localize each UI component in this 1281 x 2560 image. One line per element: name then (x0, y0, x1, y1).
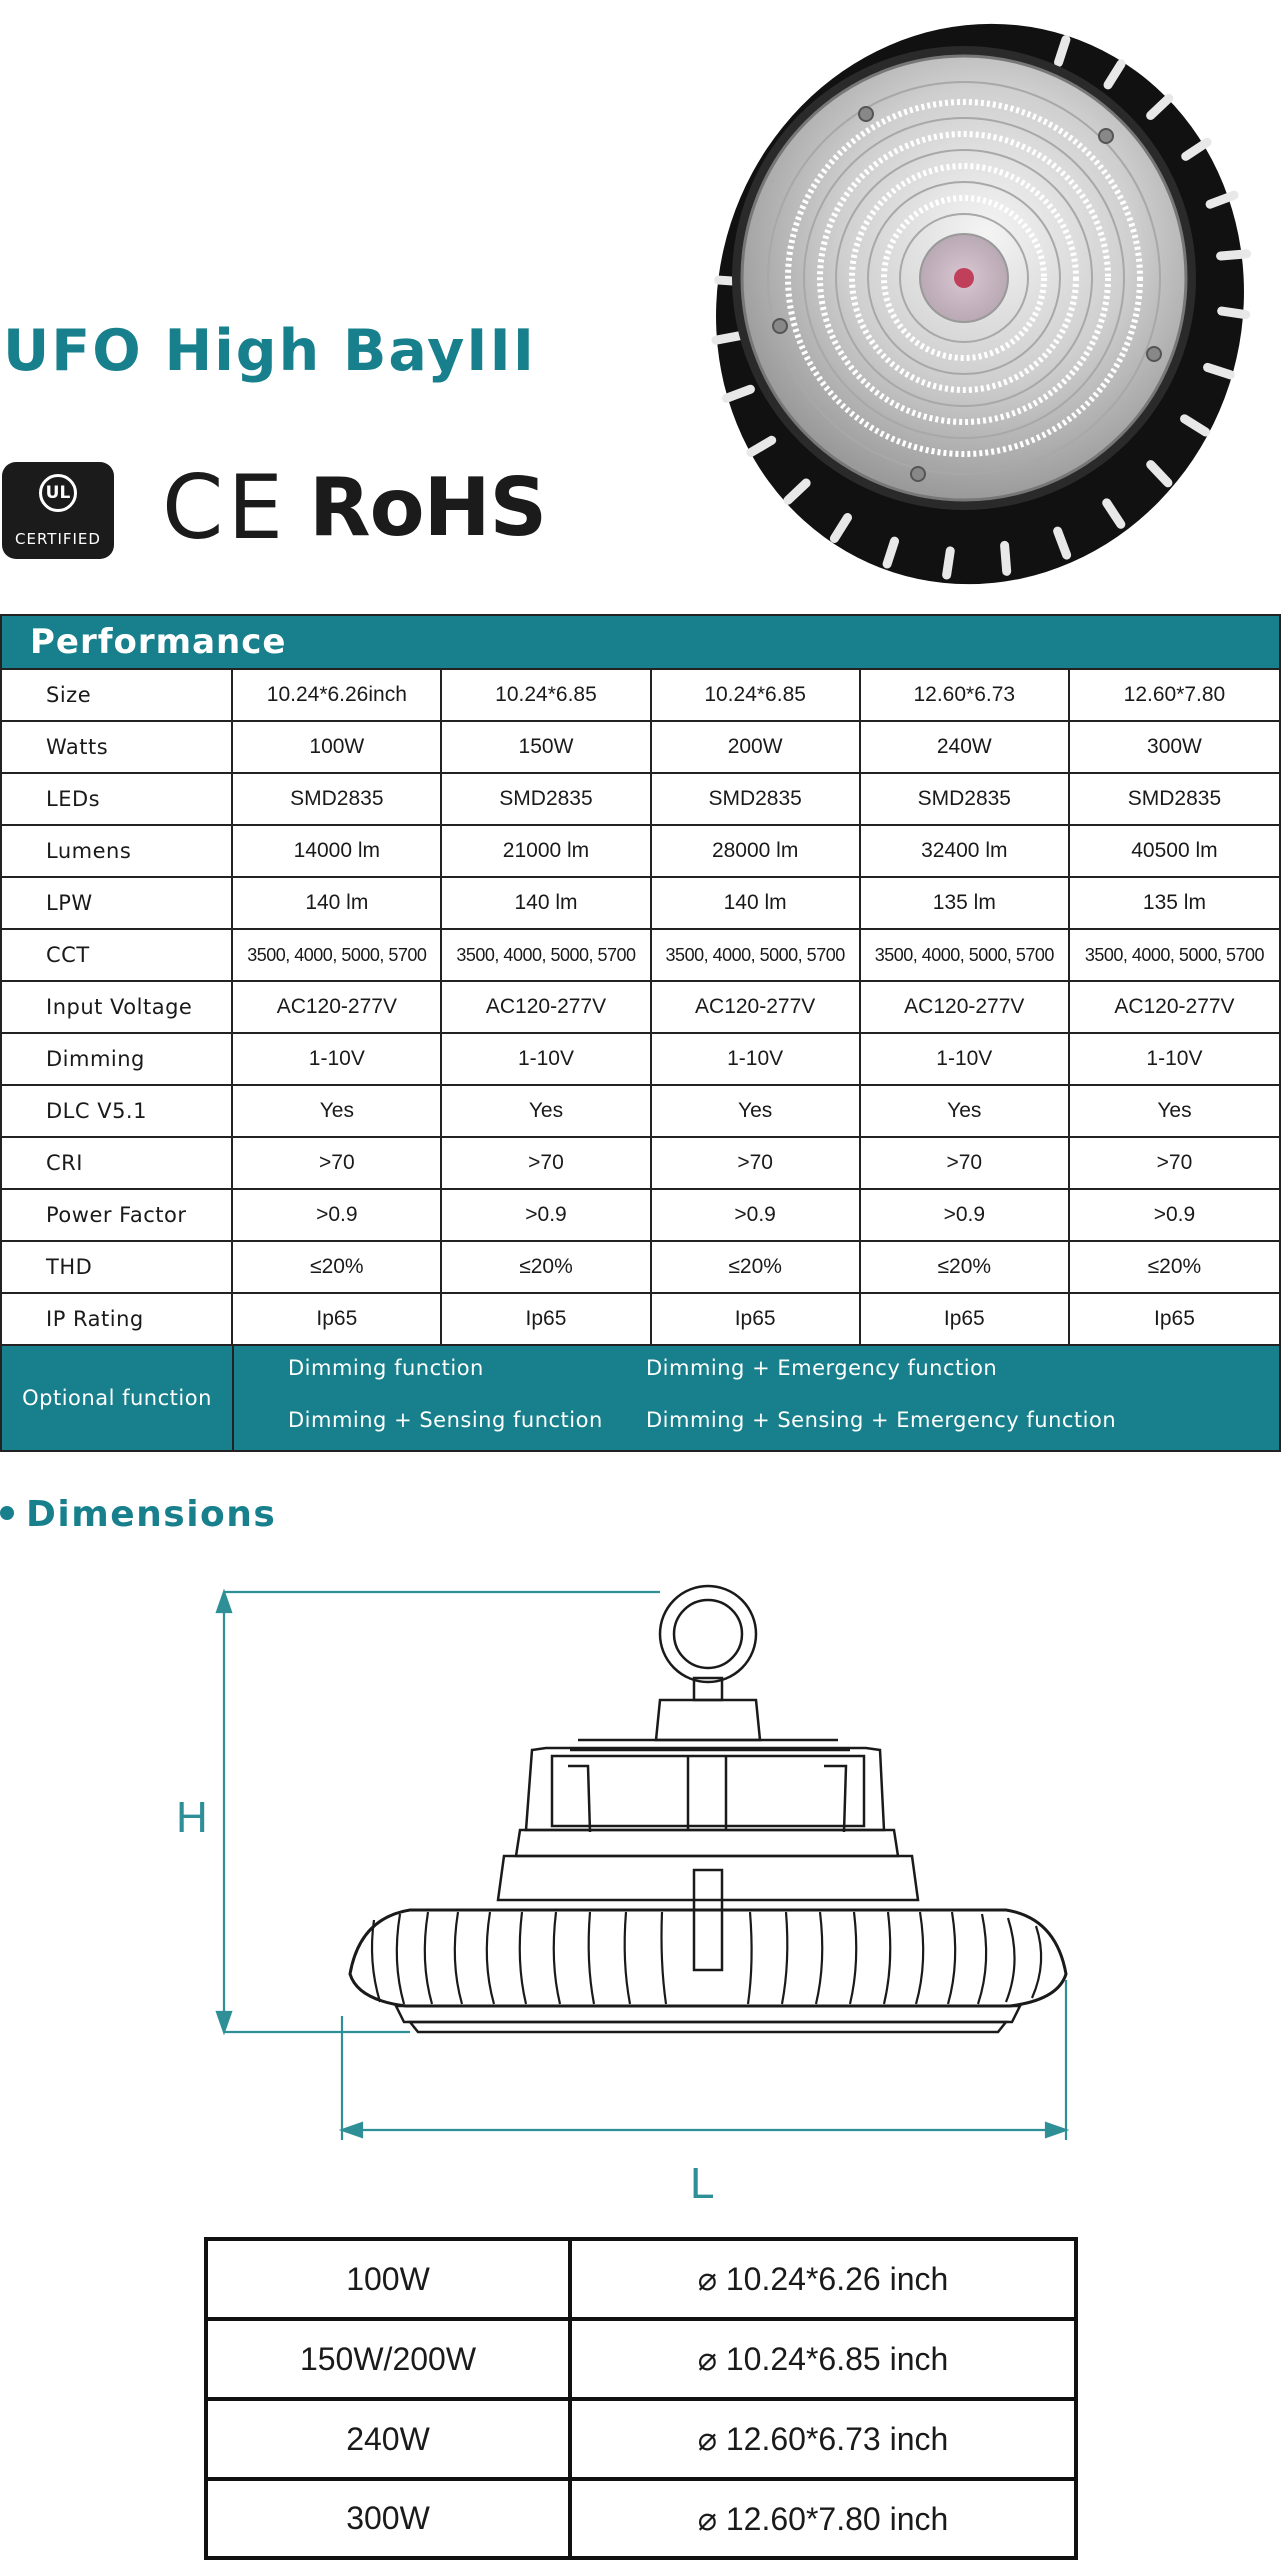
optional-function-row (2, 1346, 1279, 1450)
row-value: 40500 lm (1131, 839, 1218, 862)
row-value: 1-10V (233, 1034, 442, 1084)
row-value: Ip65 (442, 1294, 651, 1344)
row-value: 3500, 4000, 5000, 5700 (233, 930, 442, 980)
row-value: Ip65 (652, 1294, 861, 1344)
ce-mark: CE (162, 456, 288, 559)
ul-certified-logo (2, 462, 114, 559)
row-value: SMD2835 (442, 774, 651, 824)
row-value: AC120-277V (1114, 995, 1235, 1018)
row-value: 200W (652, 722, 861, 772)
row-value: ≤20% (861, 1242, 1070, 1292)
row-value: SMD2835 (652, 774, 861, 824)
row-value: 240W (861, 722, 1070, 772)
row-value: AC120-277V (861, 982, 1070, 1032)
row-value: 140 lm (652, 878, 861, 928)
row-value: >70 (233, 1138, 442, 1188)
product-photo-ufo-high-bay (668, 6, 1268, 606)
dimension-size: ⌀ 12.60*7.80 inch (697, 2500, 949, 2537)
row-value: >70 (442, 1138, 651, 1188)
row-value: 1-10V (1146, 1047, 1203, 1070)
row-value: AC120-277V (652, 982, 861, 1032)
row-value: >0.9 (861, 1190, 1070, 1240)
dimension-model: 150W/200W (208, 2321, 572, 2397)
row-value: AC120-277V (233, 982, 442, 1032)
page-title: UFO High BayIII (3, 318, 536, 384)
performance-row (2, 878, 1279, 930)
row-value: 140 lm (442, 878, 651, 928)
row-value: 3500, 4000, 5000, 5700 (652, 930, 861, 980)
row-value: 135 lm (1142, 891, 1206, 914)
row-value: Ip65 (861, 1294, 1070, 1344)
dimensions-heading-text: Dimensions (26, 1494, 277, 1535)
row-value: SMD2835 (233, 774, 442, 824)
row-value: 100W (233, 722, 442, 772)
row-value: 3500, 4000, 5000, 5700 (1084, 944, 1265, 965)
row-value: >0.9 (1153, 1203, 1196, 1226)
optional-function-options (234, 1346, 1279, 1450)
performance-row (2, 826, 1279, 878)
row-value: 1-10V (442, 1034, 651, 1084)
row-label: CCT (2, 930, 233, 980)
row-value: ≤20% (652, 1242, 861, 1292)
row-value: >70 (652, 1138, 861, 1188)
dimension-model: 100W (208, 2241, 572, 2317)
row-value: Yes (1157, 1099, 1192, 1122)
row-label: Power Factor (2, 1190, 233, 1240)
row-label: Watts (2, 722, 233, 772)
row-label: Size (2, 670, 233, 720)
performance-row (2, 722, 1279, 774)
row-value: 1-10V (861, 1034, 1070, 1084)
performance-row (2, 930, 1279, 982)
row-label: LEDs (2, 774, 233, 824)
row-value: >70 (861, 1138, 1070, 1188)
row-label: LPW (2, 878, 233, 928)
row-value: 10.24*6.26inch (233, 670, 442, 720)
row-value: Ip65 (233, 1294, 442, 1344)
dimension-model: 240W (208, 2401, 572, 2477)
row-value: >0.9 (233, 1190, 442, 1240)
performance-rows (2, 670, 1279, 1346)
performance-row (2, 1086, 1279, 1138)
optional-item: Dimming + Sensing function (288, 1408, 603, 1432)
dimensions-table (204, 2237, 1078, 2560)
row-value: 21000 lm (442, 826, 651, 876)
height-label: H (176, 1793, 208, 1842)
dimension-row (208, 2321, 1074, 2401)
row-value: >70 (1156, 1151, 1193, 1174)
dimension-size: ⌀ 12.60*6.73 inch (697, 2421, 949, 2457)
row-label: THD (2, 1242, 233, 1292)
row-value: >0.9 (442, 1190, 651, 1240)
row-value: ≤20% (442, 1242, 651, 1292)
row-value: >0.9 (652, 1190, 861, 1240)
length-label: L (690, 2159, 715, 2208)
row-value: Ip65 (1154, 1307, 1195, 1330)
dimension-row (208, 2481, 1074, 2560)
row-value: 3500, 4000, 5000, 5700 (442, 930, 651, 980)
dimension-row (208, 2401, 1074, 2481)
performance-row (2, 1034, 1279, 1086)
row-label: Input Voltage (2, 982, 233, 1032)
row-value: 150W (442, 722, 651, 772)
row-value: 140 lm (233, 878, 442, 928)
performance-table (0, 614, 1281, 1452)
row-value: 32400 lm (861, 826, 1070, 876)
row-value: SMD2835 (1127, 787, 1222, 810)
performance-row (2, 1138, 1279, 1190)
performance-row (2, 1294, 1279, 1346)
dimension-row (208, 2241, 1074, 2321)
dimension-size: ⌀ 10.24*6.85 inch (697, 2341, 949, 2377)
row-value: AC120-277V (442, 982, 651, 1032)
row-value: 3500, 4000, 5000, 5700 (861, 930, 1070, 980)
dimension-size: ⌀ 10.24*6.26 inch (697, 2261, 949, 2297)
performance-heading-bar (2, 616, 1279, 670)
row-value: Yes (233, 1086, 442, 1136)
performance-row (2, 982, 1279, 1034)
row-value: 135 lm (861, 878, 1070, 928)
row-value: 300W (1147, 735, 1202, 758)
rohs-mark: RoHS (309, 461, 547, 554)
row-value: 28000 lm (652, 826, 861, 876)
row-value: 12.60*7.80 (1123, 683, 1226, 706)
ul-logo-caption: CERTIFIED (15, 530, 101, 548)
ul-logo-symbol: UL (39, 474, 77, 512)
row-label: Lumens (2, 826, 233, 876)
optional-function-label: Optional function (2, 1346, 234, 1450)
row-label: Dimming (2, 1034, 233, 1084)
dimension-drawing (160, 1570, 1100, 2210)
performance-row (2, 774, 1279, 826)
performance-row (2, 670, 1279, 722)
row-label: IP Rating (2, 1294, 233, 1344)
row-value: 12.60*6.73 (861, 670, 1070, 720)
row-label: DLC V5.1 (2, 1086, 233, 1136)
bullet-dot-icon (0, 1506, 14, 1520)
optional-item: Dimming + Emergency function (646, 1356, 998, 1380)
row-label: CRI (2, 1138, 233, 1188)
row-value: 14000 lm (233, 826, 442, 876)
row-value: Yes (861, 1086, 1070, 1136)
optional-item: Dimming function (288, 1356, 484, 1380)
performance-heading: Performance (30, 622, 287, 662)
dimension-model: 300W (208, 2481, 572, 2556)
row-value: ≤20% (233, 1242, 442, 1292)
row-value: 10.24*6.85 (442, 670, 651, 720)
optional-item: Dimming + Sensing + Emergency function (646, 1408, 1117, 1432)
performance-row (2, 1242, 1279, 1294)
dimensions-heading (0, 1494, 276, 1535)
row-value: 1-10V (652, 1034, 861, 1084)
row-value: Yes (442, 1086, 651, 1136)
row-value: SMD2835 (861, 774, 1070, 824)
row-value: Yes (652, 1086, 861, 1136)
performance-row (2, 1190, 1279, 1242)
row-value: ≤20% (1147, 1255, 1202, 1278)
row-value: 10.24*6.85 (652, 670, 861, 720)
